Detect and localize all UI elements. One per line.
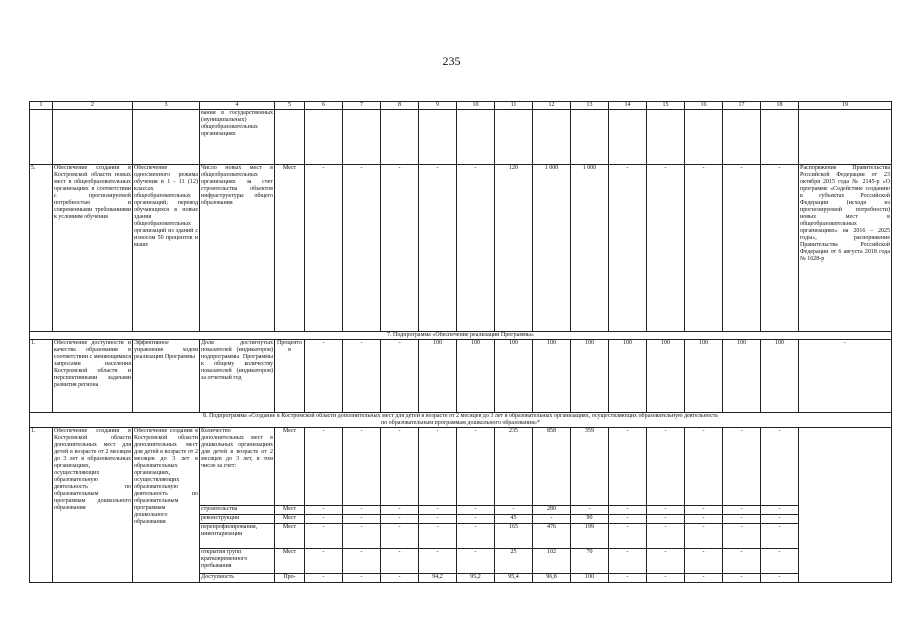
value-cell: -	[343, 524, 381, 549]
column-header: 3	[133, 102, 200, 110]
value-cell: 100	[723, 340, 761, 413]
column-header: 15	[647, 102, 685, 110]
value-cell: -	[723, 524, 761, 549]
value-cell: 100	[457, 340, 495, 413]
value-cell: -	[723, 549, 761, 574]
task-row-5	[30, 165, 892, 332]
task-cell: Обеспечение доступности и качества образования в соответствии с меняющимися запросами населения Костромской области и перспективными задачами развития региона	[53, 340, 133, 413]
column-header: 14	[609, 102, 647, 110]
column-header: 6	[305, 102, 343, 110]
indicator-cell: Доля достигнутых показателей (индикаторов) подпрограммы Программы к общему количеству показателей (индикаторов) за отчетный год	[200, 340, 275, 413]
value-cell: 165	[495, 524, 533, 549]
value-cell: 476	[533, 524, 571, 549]
value-cell: -	[381, 340, 419, 413]
value-cell: -	[647, 574, 685, 583]
value-cell: -	[647, 428, 685, 506]
column-header: 13	[571, 102, 609, 110]
value-cell: 235	[495, 428, 533, 506]
section-title: 7. Подпрограмма «Обеспечение реализации Программы»	[30, 332, 892, 340]
indicator-cell: Доступность	[200, 574, 275, 583]
unit-cell: Мест	[275, 506, 305, 515]
task-cell: Обеспечение создания в Костромской области новых мест в общеобразовательных организациях в соответствии с прогнозируемой потребностью и современными требованиями к условиям обучения	[53, 165, 133, 332]
value-cell: -	[457, 506, 495, 515]
unit-cell: Мест	[275, 515, 305, 524]
basis-cell: -	[799, 340, 892, 413]
result-cell: Обеспечение создания в Костромской области дополнительных мест для детей в возрасте от 2 месяцев до 3 лет в образовательных организациях, осуществляющих образовательную деятельность по образовательным программам дошкольного образования	[133, 428, 200, 583]
section-title-line: по образовательным программам дошкольного образования»*	[380, 420, 541, 426]
value-cell: 100	[647, 340, 685, 413]
value-cell: -	[419, 506, 457, 515]
value-cell: 90	[571, 515, 609, 524]
value-cell: 359	[571, 428, 609, 506]
value-cell: -	[305, 574, 343, 583]
value-cell: -	[685, 515, 723, 524]
column-header: 9	[419, 102, 457, 110]
value-cell: 100	[495, 340, 533, 413]
value-cell: -	[761, 574, 799, 583]
value-cell: -	[761, 506, 799, 515]
value-cell: -	[685, 524, 723, 549]
value-cell: 45	[495, 515, 533, 524]
value-cell: -	[305, 515, 343, 524]
value-cell: -	[609, 506, 647, 515]
column-header: 11	[495, 102, 533, 110]
unit-cell: Мест	[275, 524, 305, 549]
value-cell: -	[419, 165, 457, 332]
program-indicators-table	[29, 101, 892, 583]
value-cell: 858	[533, 428, 571, 506]
value-cell: 96,8	[533, 574, 571, 583]
value-cell: -	[609, 549, 647, 574]
row-number: 1.	[30, 428, 53, 583]
value-cell: -	[723, 165, 761, 332]
basis-cell: Распоряжение Правительства Российской Федерации от 23 октября 2015 года № 2145-р «О программе «Содействие созданию в субъектах Российской Федерации (исходя из прогнозируемой потребности) новых мест в общеобразовательных организациях» на 2016 – 2025 годы», распоряжение Правительства Российской Федерации от 6 августа 2018 года № 1628-р	[799, 165, 892, 332]
value-cell: -	[381, 574, 419, 583]
column-header: 10	[457, 102, 495, 110]
value-cell: -	[457, 165, 495, 332]
unit-cell: Мест	[275, 549, 305, 574]
value-cell: -	[343, 165, 381, 332]
subprogram-7-task-row	[30, 340, 892, 413]
column-header: 5	[275, 102, 305, 110]
value-cell: -	[609, 165, 647, 332]
section-title	[30, 413, 892, 428]
task-cell: Обеспечение создания в Костромской области дополнительных мест для детей в возрасте от 2 месяцев до 3 лет в образовательных организациях, осуществляющих образовательную деятельность по образовательным программам дошкольного образования	[53, 428, 133, 583]
value-cell: -	[343, 428, 381, 506]
value-cell: -	[761, 524, 799, 549]
column-header: 18	[761, 102, 799, 110]
result-cell: Обеспечение односменного режима обучения в 1 - 11 (12) классах общеобразовательных организаций; перевод обучающихся в новые здания общеобразовательных организаций из зданий с износом 50 процентов и выше	[133, 165, 200, 332]
unit-cell: Про-	[275, 574, 305, 583]
value-cell: -	[343, 574, 381, 583]
value-cell: -	[381, 549, 419, 574]
column-header: 19	[799, 102, 892, 110]
value-cell: -	[647, 165, 685, 332]
value-cell: -	[419, 524, 457, 549]
value-cell: -	[761, 515, 799, 524]
value-cell: -	[685, 428, 723, 506]
basis-cell	[799, 428, 892, 583]
value-cell: 95,4	[495, 574, 533, 583]
value-cell: -	[571, 506, 609, 515]
page-number: 235	[442, 54, 461, 68]
value-cell: -	[381, 515, 419, 524]
value-cell: -	[343, 549, 381, 574]
value-cell: -	[723, 574, 761, 583]
value-cell: -	[381, 165, 419, 332]
value-cell: -	[419, 549, 457, 574]
result-cell: Эффективное управление ходом реализации Программы	[133, 340, 200, 413]
value-cell: -	[609, 515, 647, 524]
value-cell: 199	[571, 524, 609, 549]
unit-cell: Мест	[275, 165, 305, 332]
subprogram-7-title-row	[30, 332, 892, 340]
value-cell: -	[495, 506, 533, 515]
value-cell: -	[761, 428, 799, 506]
subprogram-8-task-row	[30, 428, 892, 506]
column-header: 1	[30, 102, 53, 110]
section-title-line: 8. Подпрограмма «Создание в Костромской области дополнительных мест для детей в возрасте от 2 месяцев до 3 лет в образовательных организациях, осуществляющих образовательную деятельность	[203, 413, 718, 419]
value-cell: 25	[495, 549, 533, 574]
column-header: 12	[533, 102, 571, 110]
column-header: 17	[723, 102, 761, 110]
column-header: 2	[53, 102, 133, 110]
column-number-row	[30, 102, 892, 110]
value-cell: -	[647, 506, 685, 515]
value-cell: 70	[571, 549, 609, 574]
value-cell: 100	[761, 340, 799, 413]
value-cell: 1 000	[571, 165, 609, 332]
column-header: 4	[200, 102, 275, 110]
value-cell: 280	[533, 506, 571, 515]
value-cell: -	[381, 524, 419, 549]
value-cell: -	[685, 574, 723, 583]
value-cell: -	[685, 549, 723, 574]
indicator-cell: открытия групп кратковременного пребывания	[200, 549, 275, 574]
value-cell: -	[457, 428, 495, 506]
value-cell: -	[647, 524, 685, 549]
indicator-cell: Число новых мест в общеобразовательных организациях за счет строительства объектов инфраструктуры общего образования	[200, 165, 275, 332]
value-cell: 102	[533, 549, 571, 574]
value-cell: -	[723, 428, 761, 506]
indicator-cell: вания в государственных (муниципальных) общеобразовательных организациях	[200, 110, 275, 165]
value-cell: 100	[685, 340, 723, 413]
value-cell: 100	[419, 340, 457, 413]
value-cell: -	[685, 165, 723, 332]
value-cell: -	[305, 549, 343, 574]
value-cell: 100	[571, 574, 609, 583]
row-number: 1.	[30, 340, 53, 413]
column-header: 8	[381, 102, 419, 110]
value-cell: 100	[609, 340, 647, 413]
value-cell: -	[609, 524, 647, 549]
value-cell: -	[305, 524, 343, 549]
value-cell: -	[305, 340, 343, 413]
value-cell: -	[457, 515, 495, 524]
unit-cell: Процентов	[275, 340, 305, 413]
value-cell: -	[381, 428, 419, 506]
value-cell: -	[305, 428, 343, 506]
continuation-row	[30, 110, 892, 165]
value-cell: -	[533, 515, 571, 524]
value-cell: 95,2	[457, 574, 495, 583]
value-cell: 100	[571, 340, 609, 413]
row-number: 5.	[30, 165, 53, 332]
column-header: 16	[685, 102, 723, 110]
value-cell: -	[305, 506, 343, 515]
value-cell: -	[647, 515, 685, 524]
value-cell: -	[685, 506, 723, 515]
value-cell: -	[343, 515, 381, 524]
subprogram-8-title-row	[30, 413, 892, 428]
indicator-cell: перепрофилирования, инвентаризации	[200, 524, 275, 549]
unit-cell: Мест	[275, 428, 305, 506]
value-cell: 94,2	[419, 574, 457, 583]
value-cell: -	[723, 515, 761, 524]
value-cell: -	[647, 549, 685, 574]
value-cell: 120	[495, 165, 533, 332]
value-cell: -	[419, 515, 457, 524]
value-cell: 100	[533, 340, 571, 413]
value-cell: -	[609, 428, 647, 506]
value-cell: -	[305, 165, 343, 332]
value-cell: -	[343, 340, 381, 413]
value-cell: -	[419, 428, 457, 506]
value-cell: -	[343, 506, 381, 515]
value-cell: -	[457, 549, 495, 574]
indicator-cell: строительства	[200, 506, 275, 515]
value-cell: -	[761, 165, 799, 332]
value-cell: -	[609, 574, 647, 583]
value-cell: -	[723, 506, 761, 515]
column-header: 7	[343, 102, 381, 110]
value-cell: -	[457, 524, 495, 549]
value-cell: 1 000	[533, 165, 571, 332]
value-cell: -	[761, 549, 799, 574]
indicator-cell: Количество дополнительных мест в дошкольных организациях для детей в возрасте от 2 месяцев до 3 лет, в том числе за счет:	[200, 428, 275, 506]
value-cell: -	[381, 506, 419, 515]
indicator-cell: реконструкции	[200, 515, 275, 524]
